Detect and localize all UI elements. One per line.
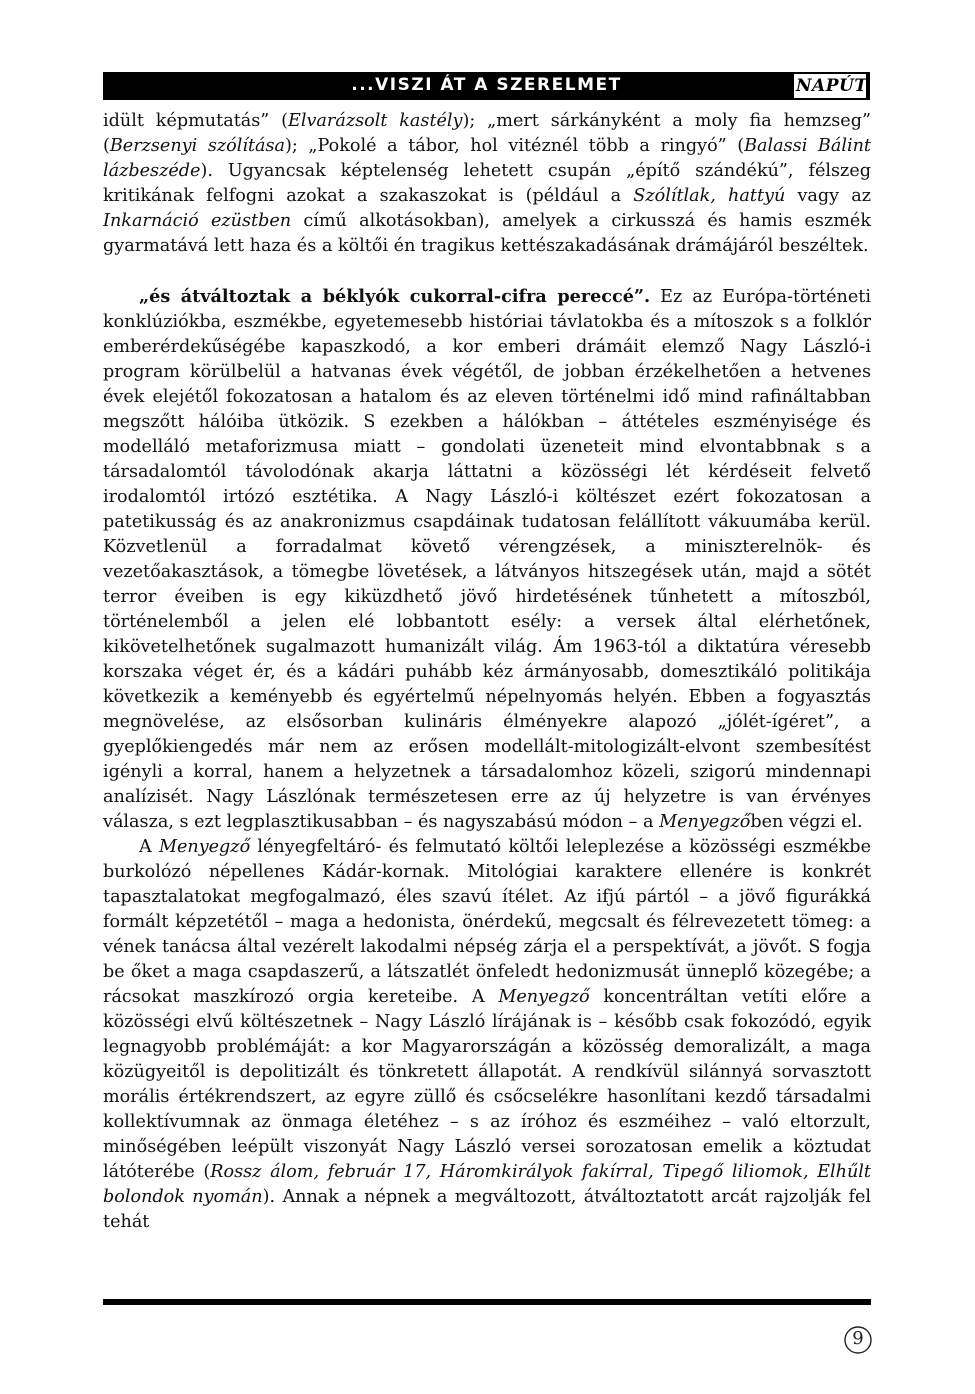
italic-title-run: Menyegző [498, 987, 590, 1007]
italic-title-run: Szólítlak, hattyú [633, 186, 786, 206]
italic-title-run: Elvarázsolt kastély [288, 111, 463, 131]
text-run: Ez az Európa-történeti konklúziókba, eszmékbe, egyetemesebb históriai távlatokba és a mítoszok s a folklór emberérdekűségébe kapaszkodó, a kor emberi drámáit elemző Nagy László-i program körülbelül a hatvanas évek végétől, de jobban érzékelhetően a hetvenes évek elejétől fokozatosan a hatalom és az eleven történelmi idő mind rafináltabban megszőtt hálóiba ütközik. S ezekben a hálókban – áttételes eszményisége és modelláló metaforizmusa miatt – gondolati üzeneteit mind elvontabbnak s a társadalomtól távolodónak akarja láttatni a közösségi lét kérdéseit felvető irodalomtól irtózó esztétika. A Nagy László-i költészet ezért fokozatosan a patetikusság és az anakronizmus csapdáinak tudatosan felállított vákuumába kerül. Közvetlenül a forradalmat követő vérengzések, a miniszterelnök- és vezetőakasztások, a tömegbe lövetések, a látványos hitszegések után, majd a sötét terror éveiben is egy kiküzdhető jövő hirdetésének tűnhetett a mítoszból, történelemből a jelen elé lobbantott esély: a versek által elérhetőnek, kikövetelhetőnek sugalmazott humanizált világ. Ám 1963-tól a diktatúra véresebb korszaka véget ér, és a kádári puhább kéz ármányosabb, domesztikáló politikája következik a keményebb és egyértelmű népelnyomás helyén. Ebben a fogyasztás megnövelése, az elsősorban kulináris élményekre alapozó „jólét-ígéret”, a gyeplőkiengedés már nem az erősen modellált-mitologizált-elvont szembesítést igényli a korral, hanem a helyzetnek a társadalomhoz közeli, szigorú mindennapi analízisét. Nagy Lászlónak természetesen erre az új helyzetre is van érvényes válasza, s ezt legplasztikusabban – és nagyszabású módon – a [103, 287, 871, 832]
running-header-title: ...VISZI ÁT A SZERELMET [351, 75, 622, 95]
paragraph-runs [103, 287, 871, 832]
text-run: A [139, 837, 159, 857]
italic-title-run: Inkarnáció ezüstben [103, 211, 292, 231]
text-run: ). Annak a népnek a megváltozott, átváltoztatott arcát rajzolják fel tehát [103, 1187, 871, 1232]
text-run: lényegfeltáró- és felmutató költői leleplezése a közösségi eszmékbe burkolózó népellenes Kádár-kornak. Mitológiai karaktere ellenére is konkrét tapasztalatokat megfogalmazó, éles szavú ítélet. Az ifjú pártól – a jövő figurákká formált képzetétől – maga a hedonista, önérdekű, megcsalt és félrevezetett tömeg: a vének tanácsa által vezérelt lakodalmi népség zárja el a perspektívát, a jövőt. S fogja be őket a maga csapdaszerű, a látszatlét önfeledt hedonizmusát ünneplő közegébe; a rácsokat maszkírozó orgia kereteibe. A [103, 837, 871, 1007]
article-body [103, 109, 871, 1235]
italic-title-run: Menyegző [158, 837, 251, 857]
running-header [103, 72, 870, 100]
text-run: koncentráltan vetíti előre a közösségi elvű költészetnek – Nagy László lírájának is – később csak fokozódó, egyik legnagyobb problémáját: a kor Magyarországán a közösség demoralizált, a maga közügyeitől is depolitizált és tönkretett állapotát. A rendkívül silánnyá sorvasztott morális értékrendszert, az egyre züllő és csőcselékre hasonlítani kezdő társadalmi kollektívumnak az önmaga életéhez – s az íróhoz és eszméihez – való eltorzult, minőségében leépült viszonyát Nagy László versei sorozatosan emelik a köztudat látóterébe ( [103, 987, 871, 1182]
text-run: című alkotásokban), amelyek a cirkusszá és hamis eszmék gyarmatává lett haza és a költői én tragikus kettészakadásának drámájáról beszéltek. [103, 211, 871, 256]
paragraph [103, 284, 871, 835]
paragraph [103, 109, 871, 259]
text-run: ); „mert sárkányként a moly fia hemzseg” ( [103, 111, 871, 156]
page-number-text: 9 [852, 1328, 864, 1349]
italic-title-run: Berzsenyi szólítása [109, 136, 286, 156]
italic-title-run: Balassi Bálint lázbeszéde [103, 136, 871, 181]
italic-title-run: Rossz álom, február 17, Háromkirályok fakírral, Tipegő liliomok, Elhűlt bolondok nyomán [103, 1162, 872, 1207]
journal-logo-text: NAPÚT [796, 76, 868, 96]
text-run: ); „Pokolé a tábor, hol vitéznél több a ringyó” ( [285, 136, 745, 156]
journal-logo [792, 74, 866, 98]
text-run: ). Ugyancsak képtelenség lehetett csupán „építő szándékú”, félszeg kritikának felfogni azokat a szakaszokat is (például a [103, 161, 871, 206]
text-run: vagy az [785, 186, 871, 206]
text-run: ben végzi el. [750, 812, 863, 832]
paragraph [103, 835, 871, 1235]
footer-rule [103, 1299, 871, 1305]
text-run: idült képmutatás” ( [103, 111, 289, 131]
section-lead-quote: „és átváltoztak a béklyók cukorral-cifra pereccé”. [139, 286, 651, 307]
italic-title-run: Menyegző [659, 812, 751, 832]
page-number [842, 1324, 874, 1356]
